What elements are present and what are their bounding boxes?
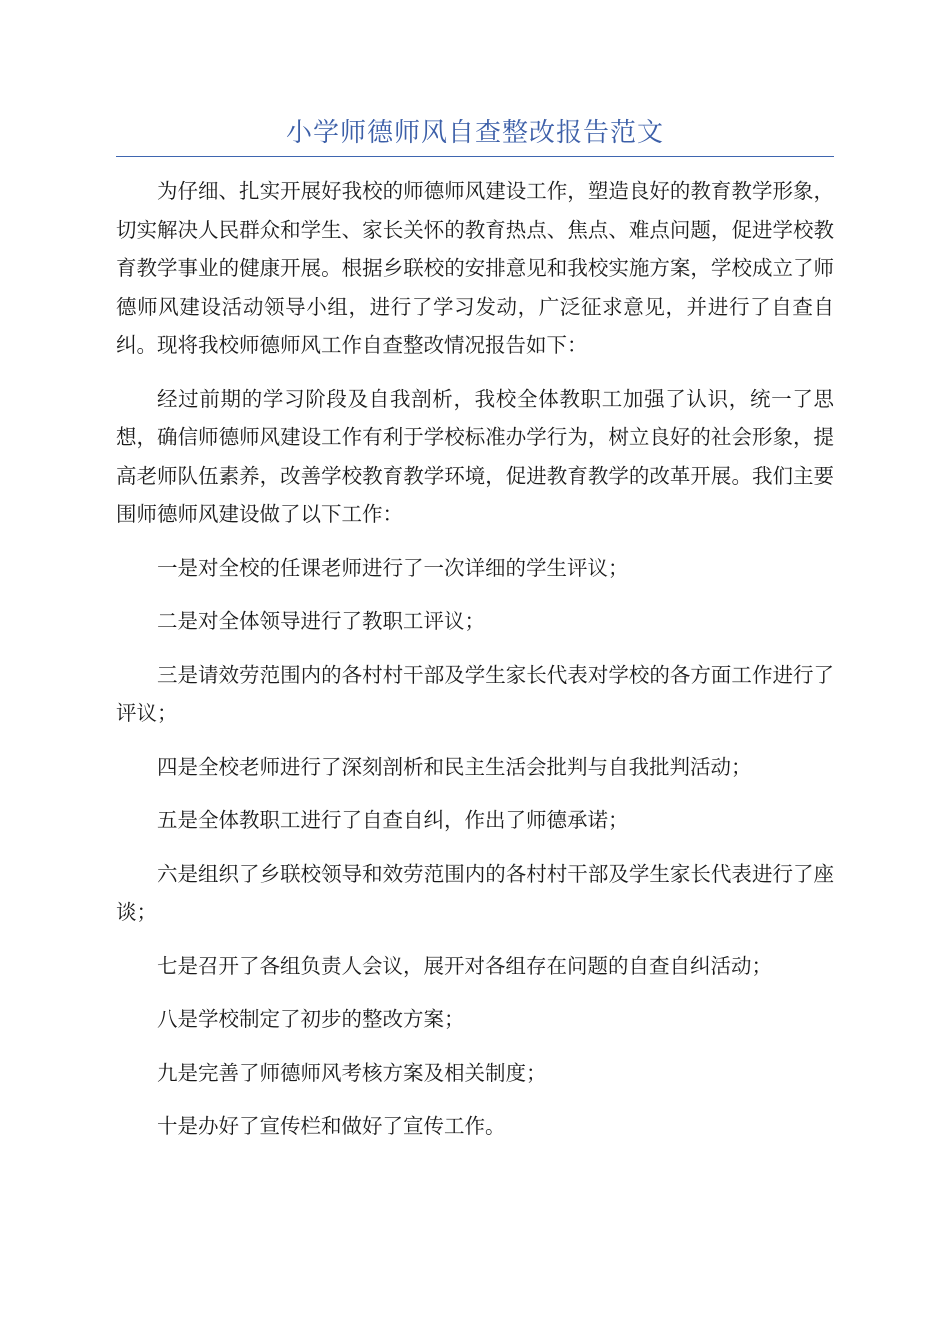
- intro-paragraph: 为仔细、扎实开展好我校的师德师风建设工作，塑造良好的教育教学形象，切实解决人民群众和学生、家长关怀的教育热点、焦点、难点问题，促进学校教育教学事业的健康开展。根据乡联校的安排意见和我校实施方案，学校成立了师德师风建设活动领导小组，进行了学习发动，广泛征求意见，并进行了自查自纠。现将我校师德师风工作自查整改情况报告如下：: [116, 179, 834, 357]
- work-item-9: 九是完善了师德师风考核方案及相关制度；: [157, 1060, 547, 1085]
- work-item-7: 七是召开了各组负责人会议，展开对各组存在问题的自查自纠活动；: [157, 953, 772, 978]
- work-item-1: 一是对全校的任课老师进行了一次详细的学生评议；: [157, 555, 629, 580]
- work-item-6: 六是组织了乡联校领导和效劳范围内的各村村干部及学生家长代表进行了座谈；: [116, 861, 834, 924]
- document-title: 小学师德师风自查整改报告范文: [285, 118, 664, 148]
- work-item-5: 五是全体教职工进行了自查自纠，作出了师德承诺；: [157, 808, 629, 832]
- title-block: [116, 110, 834, 157]
- work-item-10: 十是办好了宣传栏和做好了宣传工作。: [157, 1114, 506, 1138]
- summary-paragraph: 经过前期的学习阶段及自我剖析，我校全体教职工加强了认识，统一了思想，确信师德师风建设工作有利于学校标准办学行为，树立良好的社会形象，提高老师队伍素养，改善学校教育教学环境，促进教育教学的改革开展。我们主要围师德师风建设做了以下工作：: [116, 386, 834, 526]
- document-body: [116, 172, 834, 1161]
- work-item-3: 三是请效劳范围内的各村村干部及学生家长代表对学校的各方面工作进行了评议；: [116, 662, 834, 725]
- work-item-8: 八是学校制定了初步的整改方案；: [157, 1007, 465, 1031]
- work-item-4: 四是全校老师进行了深刻剖析和民主生活会批判与自我批判活动；: [157, 754, 752, 779]
- work-item-2: 二是对全体领导进行了教职工评议；: [157, 609, 485, 633]
